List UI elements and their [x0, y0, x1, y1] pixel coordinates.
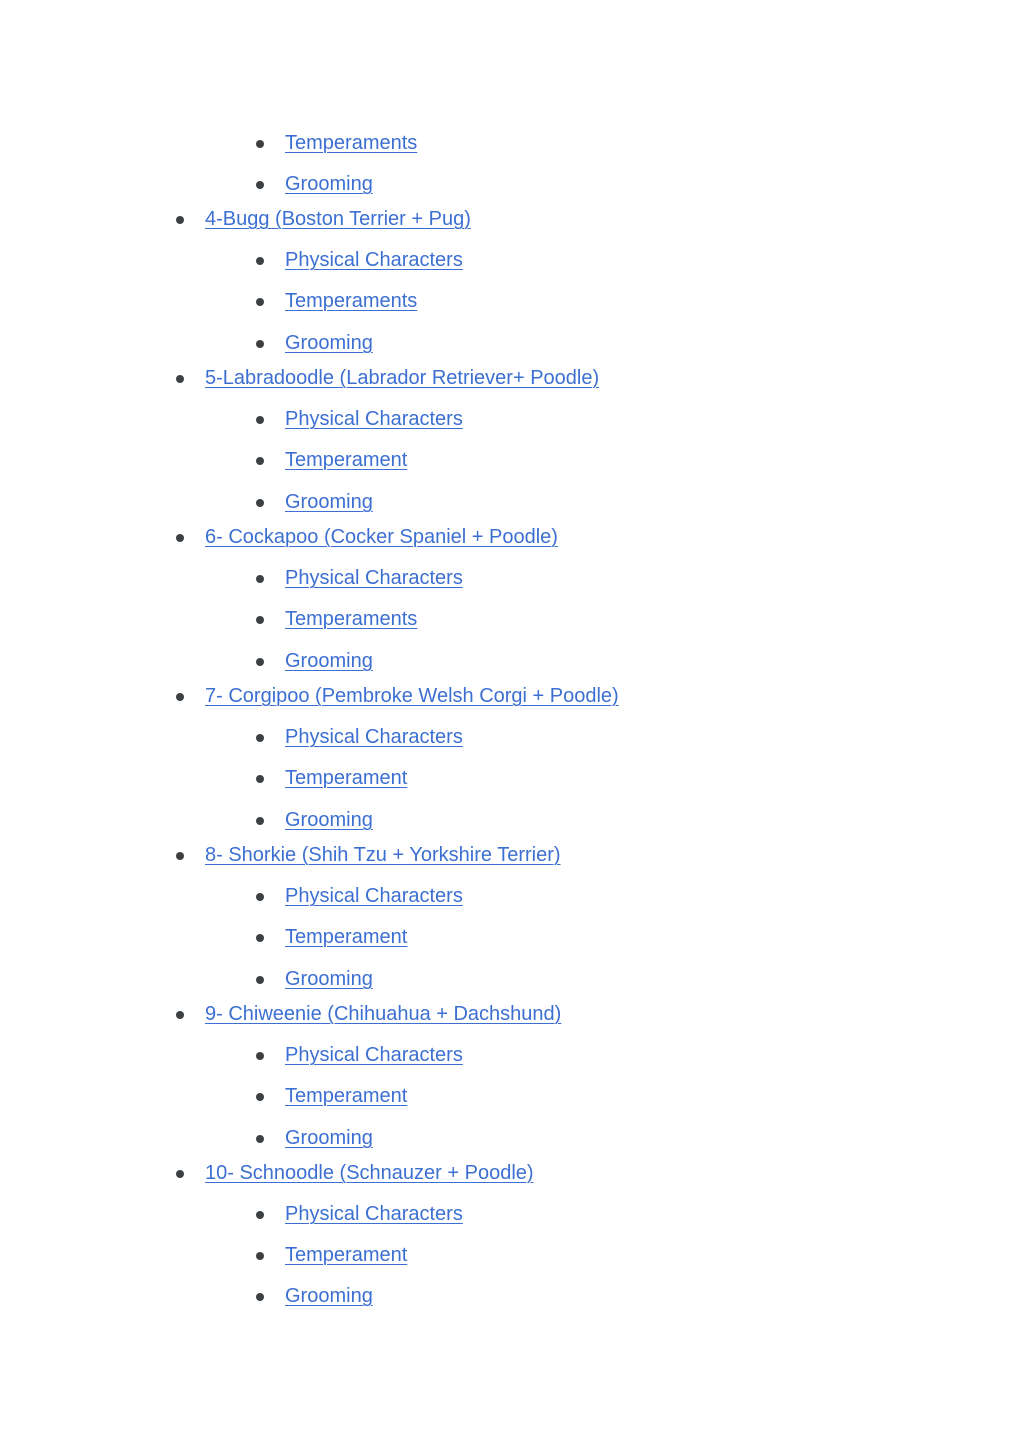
- bullet-icon: [176, 1011, 184, 1019]
- bullet-icon: [256, 616, 264, 624]
- bullet-icon: [256, 817, 264, 825]
- bullet-icon: [256, 1093, 264, 1101]
- list-item: [0, 290, 1024, 316]
- bullet-icon: [256, 775, 264, 783]
- bullet-icon: [176, 693, 184, 701]
- list-item: [0, 1003, 1024, 1029]
- toc-section-link[interactable]: 7- Corgipoo (Pembroke Welsh Corgi + Poodle): [205, 685, 619, 707]
- bullet-icon: [256, 457, 264, 465]
- toc-link[interactable]: Temperament: [285, 767, 408, 789]
- toc-link[interactable]: Temperament: [285, 449, 408, 471]
- bullet-icon: [256, 257, 264, 265]
- toc-section-link[interactable]: 4-Bugg (Boston Terrier + Pug): [205, 208, 471, 230]
- bullet-icon: [176, 534, 184, 542]
- toc-link[interactable]: Grooming: [285, 809, 373, 831]
- bullet-icon: [256, 298, 264, 306]
- list-item: [0, 1244, 1024, 1270]
- list-item: [0, 767, 1024, 793]
- toc-link[interactable]: Temperament: [285, 1085, 408, 1107]
- toc-link[interactable]: Grooming: [285, 968, 373, 990]
- list-item: [0, 685, 1024, 711]
- list-item: [0, 1162, 1024, 1188]
- toc-link[interactable]: Physical Characters: [285, 726, 463, 748]
- list-item: [0, 1044, 1024, 1070]
- bullet-icon: [256, 976, 264, 984]
- toc-link[interactable]: Grooming: [285, 491, 373, 513]
- toc-section-link[interactable]: 5-Labradoodle (Labrador Retriever+ Poodle): [205, 367, 600, 389]
- toc-link[interactable]: Grooming: [285, 173, 373, 195]
- list-item: [0, 1127, 1024, 1153]
- bullet-icon: [176, 1170, 184, 1178]
- bullet-icon: [176, 216, 184, 224]
- bullet-icon: [256, 575, 264, 583]
- list-item: [0, 491, 1024, 517]
- list-item: [0, 132, 1024, 158]
- toc-section-link[interactable]: 10- Schnoodle (Schnauzer + Poodle): [205, 1162, 534, 1184]
- toc-link[interactable]: Temperament: [285, 1244, 408, 1266]
- list-item: [0, 173, 1024, 199]
- toc-link[interactable]: Temperament: [285, 926, 408, 948]
- list-item: [0, 844, 1024, 870]
- list-item: [0, 332, 1024, 358]
- list-item: [0, 608, 1024, 634]
- bullet-icon: [256, 934, 264, 942]
- list-item: [0, 650, 1024, 676]
- toc-link[interactable]: Physical Characters: [285, 885, 463, 907]
- list-item: [0, 567, 1024, 593]
- list-item: [0, 408, 1024, 434]
- bullet-icon: [256, 340, 264, 348]
- toc-link[interactable]: Grooming: [285, 332, 373, 354]
- bullet-icon: [256, 1135, 264, 1143]
- toc-link[interactable]: Temperaments: [285, 132, 418, 154]
- toc-link[interactable]: Physical Characters: [285, 408, 463, 430]
- toc-link[interactable]: Physical Characters: [285, 567, 463, 589]
- list-item: [0, 367, 1024, 393]
- list-item: [0, 926, 1024, 952]
- list-item: [0, 526, 1024, 552]
- list-item: [0, 968, 1024, 994]
- bullet-icon: [256, 1293, 264, 1301]
- toc-section-link[interactable]: 9- Chiweenie (Chihuahua + Dachshund): [205, 1003, 562, 1025]
- bullet-icon: [176, 375, 184, 383]
- bullet-icon: [176, 852, 184, 860]
- bullet-icon: [256, 181, 264, 189]
- bullet-icon: [256, 499, 264, 507]
- list-item: [0, 1203, 1024, 1229]
- toc-link[interactable]: Physical Characters: [285, 1203, 463, 1225]
- list-item: [0, 449, 1024, 475]
- list-item: [0, 726, 1024, 752]
- bullet-icon: [256, 893, 264, 901]
- bullet-icon: [256, 734, 264, 742]
- list-item: [0, 1285, 1024, 1311]
- toc-section-link[interactable]: 6- Cockapoo (Cocker Spaniel + Poodle): [205, 526, 558, 548]
- toc-link[interactable]: Physical Characters: [285, 1044, 463, 1066]
- bullet-icon: [256, 140, 264, 148]
- toc-link[interactable]: Grooming: [285, 650, 373, 672]
- toc-link[interactable]: Grooming: [285, 1285, 373, 1307]
- bullet-icon: [256, 1252, 264, 1260]
- toc-section-link[interactable]: 8- Shorkie (Shih Tzu + Yorkshire Terrier): [205, 844, 561, 866]
- bullet-icon: [256, 1211, 264, 1219]
- toc-link[interactable]: Temperaments: [285, 608, 418, 630]
- list-item: [0, 249, 1024, 275]
- list-item: [0, 809, 1024, 835]
- bullet-icon: [256, 1052, 264, 1060]
- toc-link[interactable]: Physical Characters: [285, 249, 463, 271]
- list-item: [0, 1085, 1024, 1111]
- toc-link[interactable]: Grooming: [285, 1127, 373, 1149]
- list-item: [0, 208, 1024, 234]
- toc-link[interactable]: Temperaments: [285, 290, 418, 312]
- bullet-icon: [256, 658, 264, 666]
- list-item: [0, 885, 1024, 911]
- bullet-icon: [256, 416, 264, 424]
